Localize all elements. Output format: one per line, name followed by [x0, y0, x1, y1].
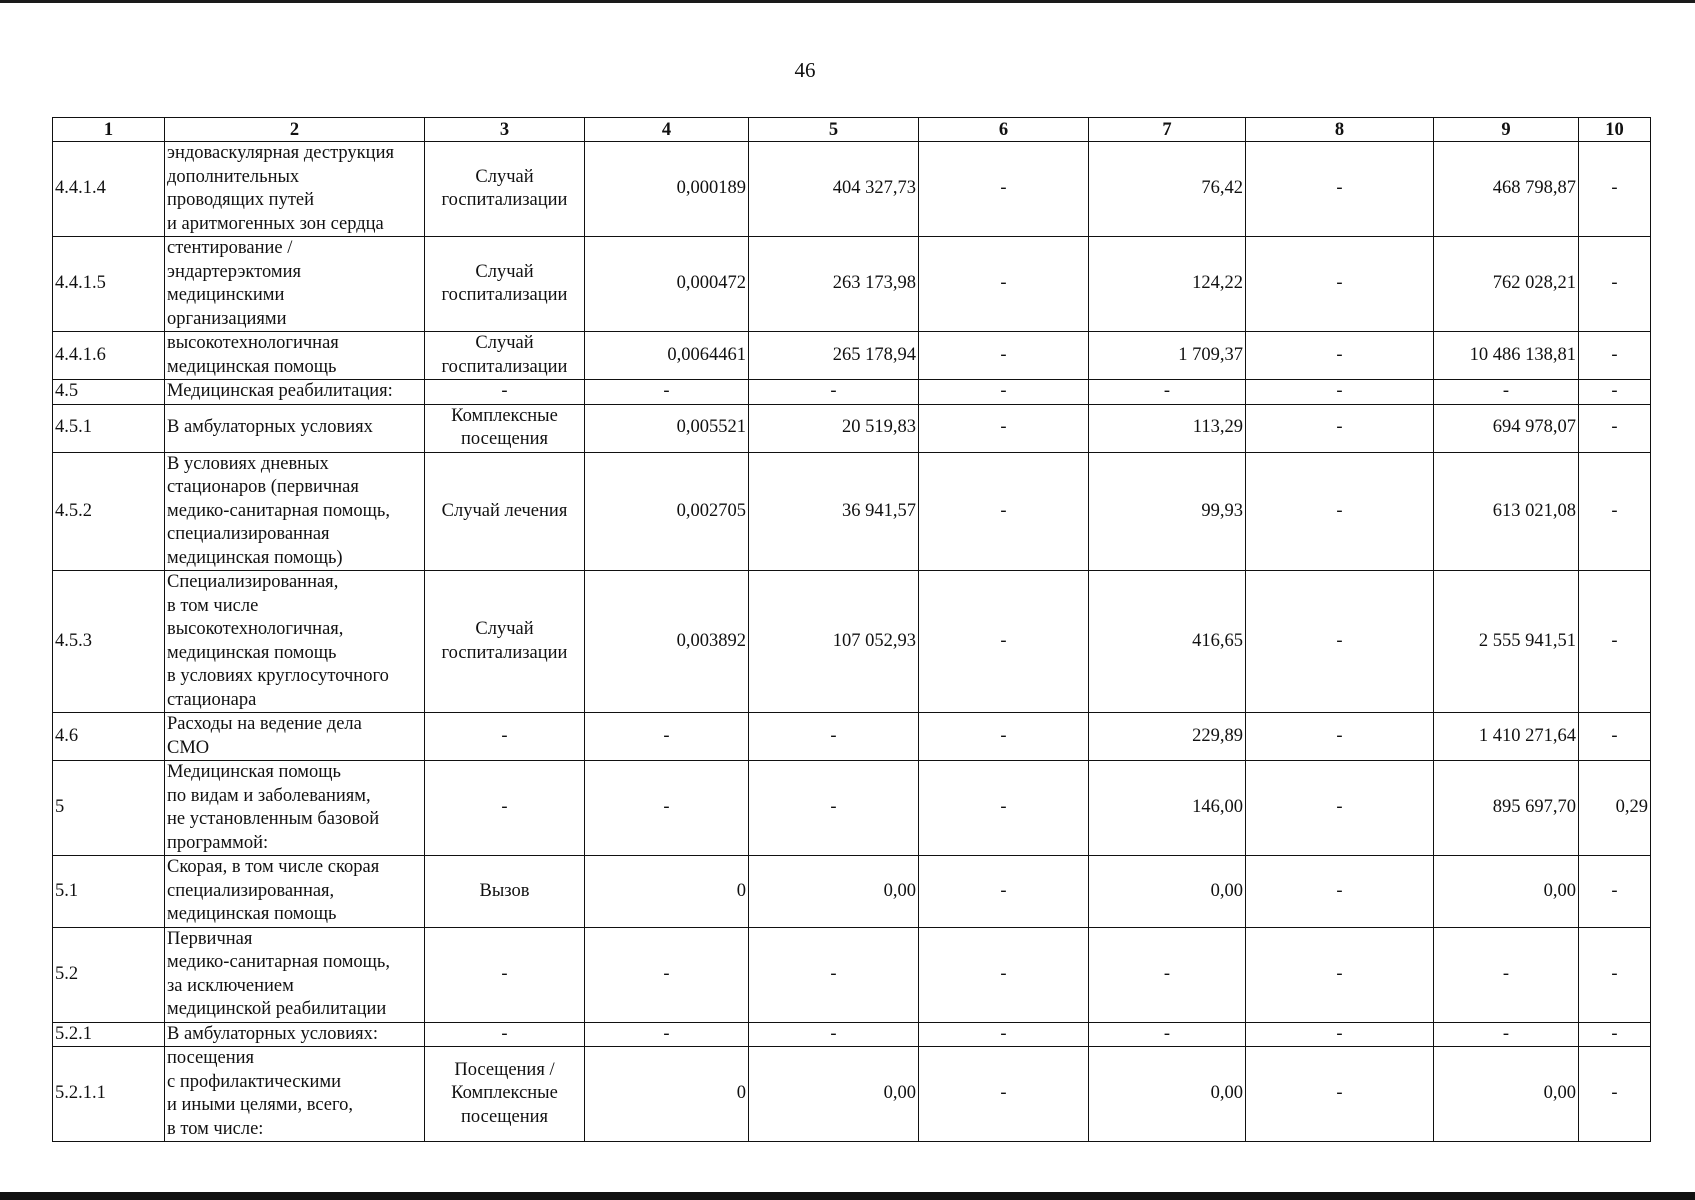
row-code: 5.2.1 — [53, 1022, 165, 1047]
cell-col8: - — [1246, 713, 1434, 761]
row-unit: - — [425, 380, 585, 405]
cell-col4: 0,0064461 — [585, 332, 749, 380]
cell-col9: 613 021,08 — [1434, 452, 1579, 571]
cell-col6: - — [919, 332, 1089, 380]
row-unit: Случай госпитализации — [425, 142, 585, 237]
row-name: высокотехнологичная медицинская помощь — [165, 332, 425, 380]
column-header-7: 7 — [1089, 118, 1246, 142]
cell-col4: 0,005521 — [585, 404, 749, 452]
cell-col6: - — [919, 404, 1089, 452]
cell-col5: 0,00 — [749, 1047, 919, 1142]
cell-col5: - — [749, 927, 919, 1022]
cell-col8: - — [1246, 404, 1434, 452]
cell-col8: - — [1246, 332, 1434, 380]
cell-col6: - — [919, 571, 1089, 713]
row-code: 4.4.1.6 — [53, 332, 165, 380]
cell-col8: - — [1246, 1047, 1434, 1142]
cell-col6: - — [919, 237, 1089, 332]
table-row — [53, 237, 1651, 332]
table-row — [53, 571, 1651, 713]
row-code: 4.5.1 — [53, 404, 165, 452]
cell-col7: 99,93 — [1089, 452, 1246, 571]
row-code: 4.6 — [53, 713, 165, 761]
cell-col8: - — [1246, 571, 1434, 713]
cell-col10: - — [1579, 380, 1651, 405]
row-name: В амбулаторных условиях: — [165, 1022, 425, 1047]
row-name: эндоваскулярная деструкция дополнительных проводящих путей и аритмогенных зон сердца — [165, 142, 425, 237]
row-name: Скорая, в том числе скорая специализированная, медицинская помощь — [165, 856, 425, 928]
cell-col5: 263 173,98 — [749, 237, 919, 332]
cell-col8: - — [1246, 1022, 1434, 1047]
table-row — [53, 1047, 1651, 1142]
cell-col4: - — [585, 927, 749, 1022]
row-name: Специализированная, в том числе высокотехнологичная, медицинская помощь в условиях круглосуточного стационара — [165, 571, 425, 713]
table-row — [53, 452, 1651, 571]
cell-col10: - — [1579, 571, 1651, 713]
cell-col9: 895 697,70 — [1434, 761, 1579, 856]
cell-col4: 0,000472 — [585, 237, 749, 332]
table-row — [53, 142, 1651, 237]
column-header-10: 10 — [1579, 118, 1651, 142]
cell-col8: - — [1246, 927, 1434, 1022]
cell-col6: - — [919, 856, 1089, 928]
row-name: стентирование / эндартерэктомия медицинскими организациями — [165, 237, 425, 332]
row-unit: Посещения / Комплексные посещения — [425, 1047, 585, 1142]
cell-col4: 0,003892 — [585, 571, 749, 713]
cell-col6: - — [919, 1047, 1089, 1142]
cell-col9: 694 978,07 — [1434, 404, 1579, 452]
cell-col4: 0,002705 — [585, 452, 749, 571]
cell-col8: - — [1246, 761, 1434, 856]
cell-col6: - — [919, 761, 1089, 856]
row-unit: - — [425, 1022, 585, 1047]
row-unit: Случай госпитализации — [425, 332, 585, 380]
cell-col7: 416,65 — [1089, 571, 1246, 713]
cell-col4: 0 — [585, 1047, 749, 1142]
cell-col9: 1 410 271,64 — [1434, 713, 1579, 761]
cell-col10: - — [1579, 713, 1651, 761]
cell-col7: - — [1089, 927, 1246, 1022]
cell-col5: - — [749, 380, 919, 405]
cell-col6: - — [919, 927, 1089, 1022]
page-number: 46 — [794, 58, 816, 82]
cell-col7: 76,42 — [1089, 142, 1246, 237]
table-row — [53, 1022, 1651, 1047]
row-code: 5.2.1.1 — [53, 1047, 165, 1142]
column-header-4: 4 — [585, 118, 749, 142]
cell-col10: - — [1579, 927, 1651, 1022]
cost-table — [52, 117, 1651, 1142]
cell-col7: 0,00 — [1089, 856, 1246, 928]
cell-col10: - — [1579, 142, 1651, 237]
cell-col9: 762 028,21 — [1434, 237, 1579, 332]
column-header-6: 6 — [919, 118, 1089, 142]
page-border-bottom — [0, 1192, 1695, 1200]
row-unit: - — [425, 927, 585, 1022]
cell-col9: 2 555 941,51 — [1434, 571, 1579, 713]
row-unit: Случай госпитализации — [425, 571, 585, 713]
cell-col8: - — [1246, 856, 1434, 928]
cell-col5: - — [749, 713, 919, 761]
column-header-2: 2 — [165, 118, 425, 142]
table-row — [53, 761, 1651, 856]
cell-col5: 265 178,94 — [749, 332, 919, 380]
column-header-5: 5 — [749, 118, 919, 142]
cell-col7: - — [1089, 380, 1246, 405]
header-row — [53, 118, 1651, 142]
cell-col9: - — [1434, 1022, 1579, 1047]
cell-col10: - — [1579, 237, 1651, 332]
cell-col5: 36 941,57 — [749, 452, 919, 571]
row-code: 4.5 — [53, 380, 165, 405]
table-row — [53, 332, 1651, 380]
cell-col5: 107 052,93 — [749, 571, 919, 713]
table-row — [53, 380, 1651, 405]
cell-col9: - — [1434, 927, 1579, 1022]
cell-col9: - — [1434, 380, 1579, 405]
cell-col8: - — [1246, 380, 1434, 405]
table-row — [53, 856, 1651, 928]
cell-col4: 0,000189 — [585, 142, 749, 237]
cell-col7: 124,22 — [1089, 237, 1246, 332]
cell-col4: - — [585, 1022, 749, 1047]
row-name: В амбулаторных условиях — [165, 404, 425, 452]
cell-col10: - — [1579, 856, 1651, 928]
cell-col7: 0,00 — [1089, 1047, 1246, 1142]
cell-col9: 468 798,87 — [1434, 142, 1579, 237]
row-unit: - — [425, 713, 585, 761]
row-code: 5.2 — [53, 927, 165, 1022]
row-name: Медицинская помощь по видам и заболеваниям, не установленным базовой программой: — [165, 761, 425, 856]
row-name: В условиях дневных стационаров (первичная медико-санитарная помощь, специализированная медицинская помощь) — [165, 452, 425, 571]
cell-col6: - — [919, 142, 1089, 237]
cell-col5: - — [749, 761, 919, 856]
cell-col8: - — [1246, 142, 1434, 237]
cell-col7: 113,29 — [1089, 404, 1246, 452]
row-unit: Случай госпитализации — [425, 237, 585, 332]
cell-col5: 0,00 — [749, 856, 919, 928]
cell-col8: - — [1246, 237, 1434, 332]
table-row — [53, 927, 1651, 1022]
cell-col10: - — [1579, 1022, 1651, 1047]
cell-col7: 1 709,37 — [1089, 332, 1246, 380]
page-border-top — [0, 0, 1695, 3]
cell-col9: 10 486 138,81 — [1434, 332, 1579, 380]
row-unit: Вызов — [425, 856, 585, 928]
cell-col9: 0,00 — [1434, 1047, 1579, 1142]
column-header-1: 1 — [53, 118, 165, 142]
row-name: Первичная медико-санитарная помощь, за исключением медицинской реабилитации — [165, 927, 425, 1022]
cell-col10: - — [1579, 452, 1651, 571]
row-code: 5 — [53, 761, 165, 856]
cell-col5: 404 327,73 — [749, 142, 919, 237]
cell-col4: - — [585, 761, 749, 856]
row-code: 4.5.2 — [53, 452, 165, 571]
cell-col5: - — [749, 1022, 919, 1047]
cell-col7: 229,89 — [1089, 713, 1246, 761]
cell-col7: 146,00 — [1089, 761, 1246, 856]
column-header-8: 8 — [1246, 118, 1434, 142]
cell-col6: - — [919, 452, 1089, 571]
cell-col10: 0,29 — [1579, 761, 1651, 856]
row-name: Расходы на ведение дела СМО — [165, 713, 425, 761]
row-name: Медицинская реабилитация: — [165, 380, 425, 405]
row-unit: Случай лечения — [425, 452, 585, 571]
cell-col5: 20 519,83 — [749, 404, 919, 452]
row-unit: Комплексные посещения — [425, 404, 585, 452]
row-code: 5.1 — [53, 856, 165, 928]
cell-col4: 0 — [585, 856, 749, 928]
row-code: 4.5.3 — [53, 571, 165, 713]
table-row — [53, 404, 1651, 452]
cell-col7: - — [1089, 1022, 1246, 1047]
cell-col8: - — [1246, 452, 1434, 571]
cell-col6: - — [919, 380, 1089, 405]
table-row — [53, 713, 1651, 761]
cell-col9: 0,00 — [1434, 856, 1579, 928]
cell-col10: - — [1579, 404, 1651, 452]
cell-col10: - — [1579, 1047, 1651, 1142]
cell-col10: - — [1579, 332, 1651, 380]
cell-col4: - — [585, 380, 749, 405]
row-code: 4.4.1.5 — [53, 237, 165, 332]
row-code: 4.4.1.4 — [53, 142, 165, 237]
cell-col6: - — [919, 1022, 1089, 1047]
row-unit: - — [425, 761, 585, 856]
cell-col6: - — [919, 713, 1089, 761]
cell-col4: - — [585, 713, 749, 761]
column-header-3: 3 — [425, 118, 585, 142]
row-name: посещения с профилактическими и иными целями, всего, в том числе: — [165, 1047, 425, 1142]
column-header-9: 9 — [1434, 118, 1579, 142]
